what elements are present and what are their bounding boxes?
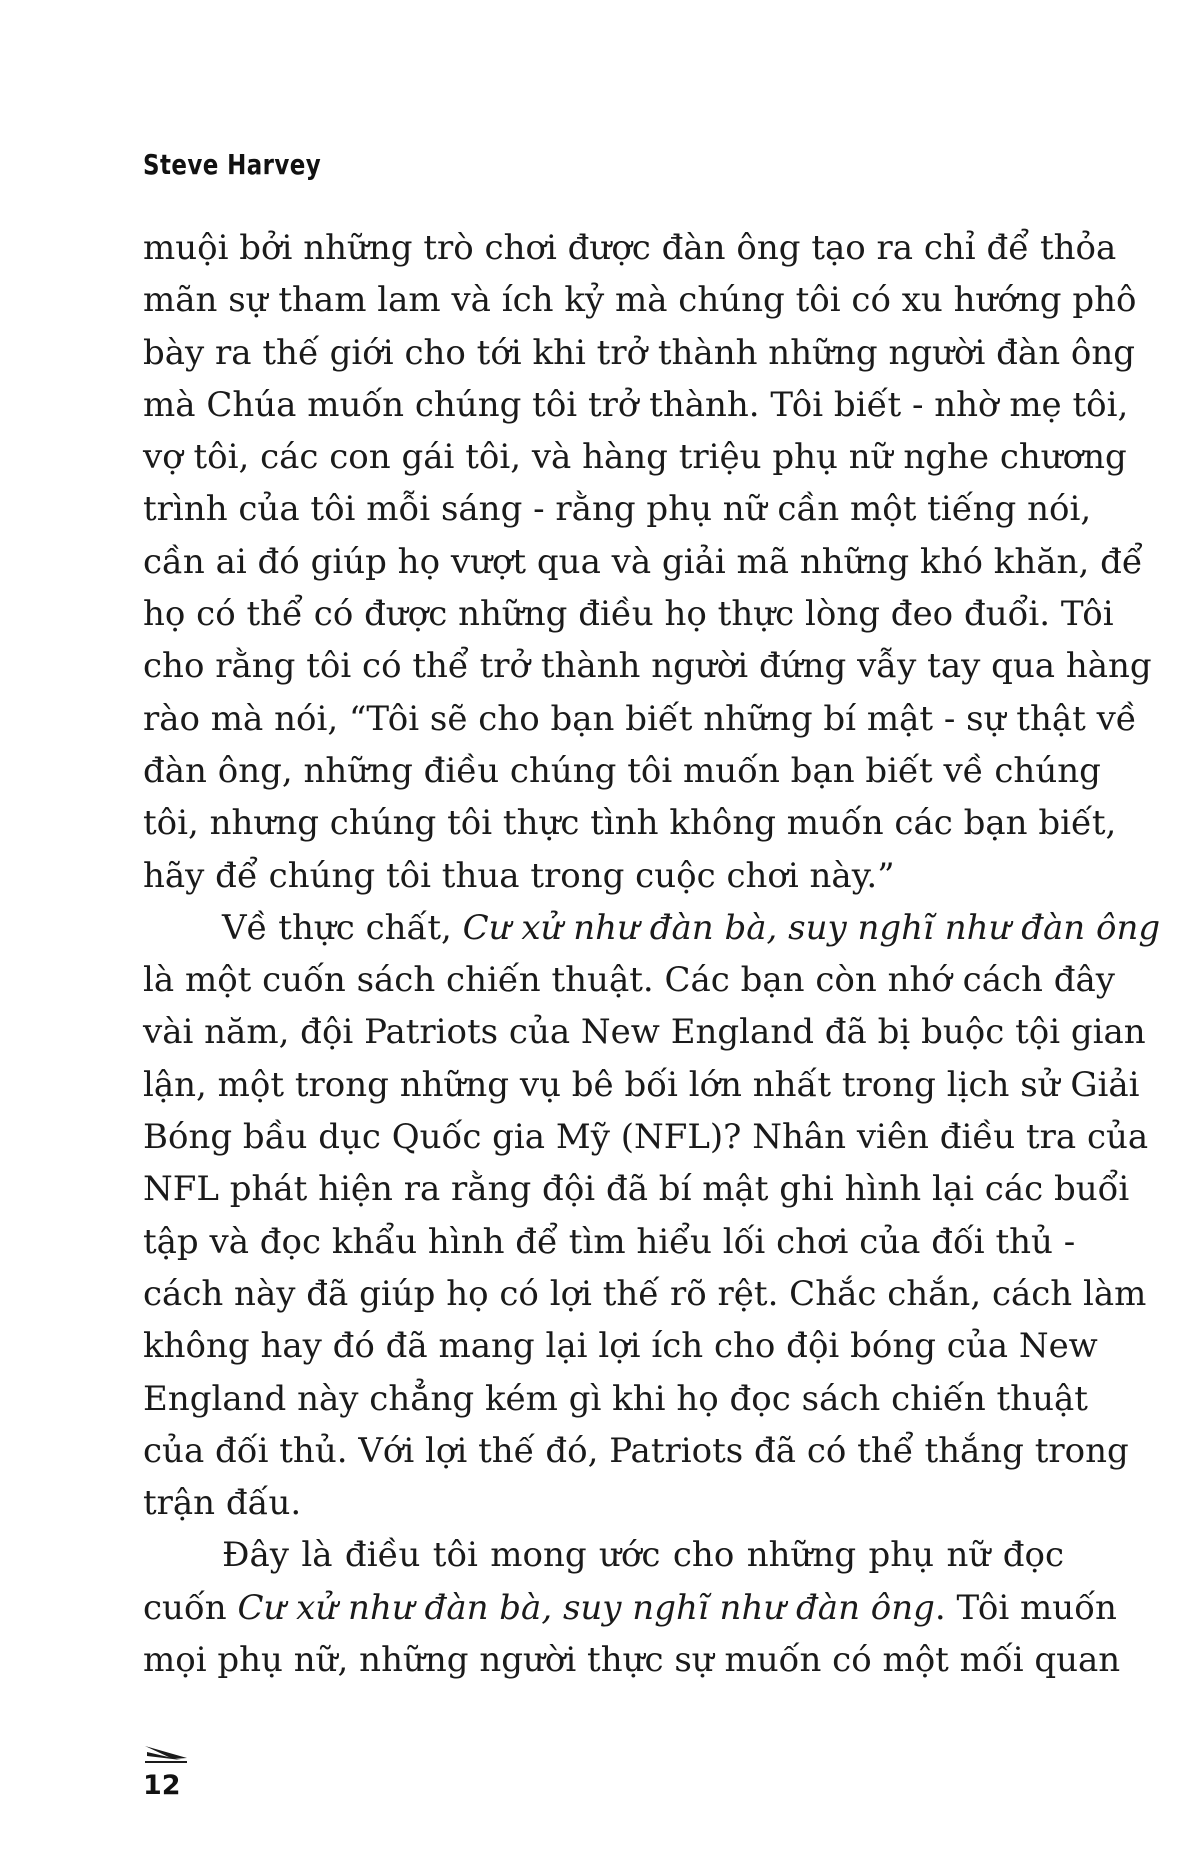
text-run: muội bởi những trò chơi được đàn ông tạo ra chỉ để thỏa [143,228,1117,268]
book-title-italic: Cư xử như đàn bà, suy nghĩ như đàn ông [462,907,1161,948]
text-run: vài năm, đội Patriots của New England đã bị buộc tội gian [143,1012,1146,1053]
text-run: hãy để chúng tôi thua trong cuộc chơi này.” [143,855,895,896]
text-run: cuốn [143,1587,238,1628]
text-line [143,274,1137,326]
text-line [143,954,1115,1006]
text-run: tôi, nhưng chúng tôi thực tình không muốn các bạn biết, [143,803,1117,844]
text-run: bày ra thế giới cho tới khi trở thành những người đàn ông [143,332,1136,373]
text-line [143,693,1137,745]
arrow-ornament-icon [143,1742,189,1764]
text-line [143,1006,1146,1058]
text-run: đàn ông, những điều chúng tôi muốn bạn biết về chúng [143,750,1101,791]
text-line [143,902,1161,954]
text-run: mà Chúa muốn chúng tôi trở thành. Tôi biết - nhờ mẹ tôi, [143,384,1129,425]
text-line [143,536,1143,588]
text-line [143,745,1101,797]
text-line [143,327,1136,379]
text-line [143,1634,1121,1686]
text-run: England này chẳng kém gì khi họ đọc sách chiến thuật [143,1378,1088,1419]
text-run: tập và đọc khẩu hình để tìm hiểu lối chơi của đối thủ - [143,1221,1076,1262]
text-run: vợ tôi, các con gái tôi, và hàng triệu phụ nữ nghe chương [143,437,1127,478]
text-line [143,588,1114,640]
text-run: là một cuốn sách chiến thuật. Các bạn còn nhớ cách đây [143,960,1115,1001]
text-line [143,797,1117,849]
body-text [143,222,1161,1686]
text-run: cách này đã giúp họ có lợi thế rõ rệt. Chắc chắn, cách làm [143,1273,1147,1314]
text-run: mãn sự tham lam và ích kỷ mà chúng tôi có xu hướng phô [143,280,1137,321]
text-run: trận đấu. [143,1483,302,1524]
text-line [143,640,1152,692]
text-run: không hay đó đã mang lại lợi ích cho đội bóng của New [143,1326,1098,1367]
text-line [143,1163,1130,1215]
text-run: họ có thể có được những điều họ thực lòng đeo đuổi. Tôi [143,594,1114,635]
text-run: rào mà nói, “Tôi sẽ cho bạn biết những bí mật - sự thật về [143,698,1137,739]
text-line [143,1529,1064,1581]
text-line [143,1216,1076,1268]
text-line [143,850,1064,902]
text-line [143,1373,1088,1425]
text-run: NFL phát hiện ra rằng đội đã bí mật ghi hình lại các buổi [143,1169,1130,1210]
text-run: của đối thủ. Với lợi thế đó, Patriots đã có thể thắng trong [143,1430,1129,1471]
text-line [143,1059,1140,1111]
running-head-author: Steve Harvey [143,148,322,181]
text-run: Về thực chất, [222,907,463,948]
text-run: trình của tôi mỗi sáng - rằng phụ nữ cần một tiếng nói, [143,489,1092,530]
text-line [143,1268,1147,1320]
text-run: Bóng bầu dục Quốc gia Mỹ (NFL)? Nhân viên điều tra của [143,1117,1149,1158]
text-line [143,379,1129,431]
text-run: . Tôi muốn [934,1587,1117,1628]
text-run: cho rằng tôi có thể trở thành người đứng vẫy tay qua hàng [143,646,1152,687]
text-line [143,222,1117,274]
text-line [143,1320,1098,1372]
text-line [143,483,1092,535]
text-line [143,431,1127,483]
text-run: Đây là điều tôi mong ước cho những phụ nữ đọc [222,1535,1064,1576]
text-line [143,1477,1064,1529]
text-run: cần ai đó giúp họ vượt qua và giải mã những khó khăn, để [143,541,1143,582]
text-run: mọi phụ nữ, những người thực sự muốn có một mối quan [143,1640,1121,1681]
text-run: lận, một trong những vụ bê bối lớn nhất trong lịch sử Giải [143,1064,1140,1105]
page-number: 12 [143,1770,181,1801]
text-line [143,1582,1117,1634]
text-line [143,1425,1129,1477]
book-title-italic: Cư xử như đàn bà, suy nghĩ như đàn ông [237,1587,935,1628]
text-line [143,1111,1149,1163]
